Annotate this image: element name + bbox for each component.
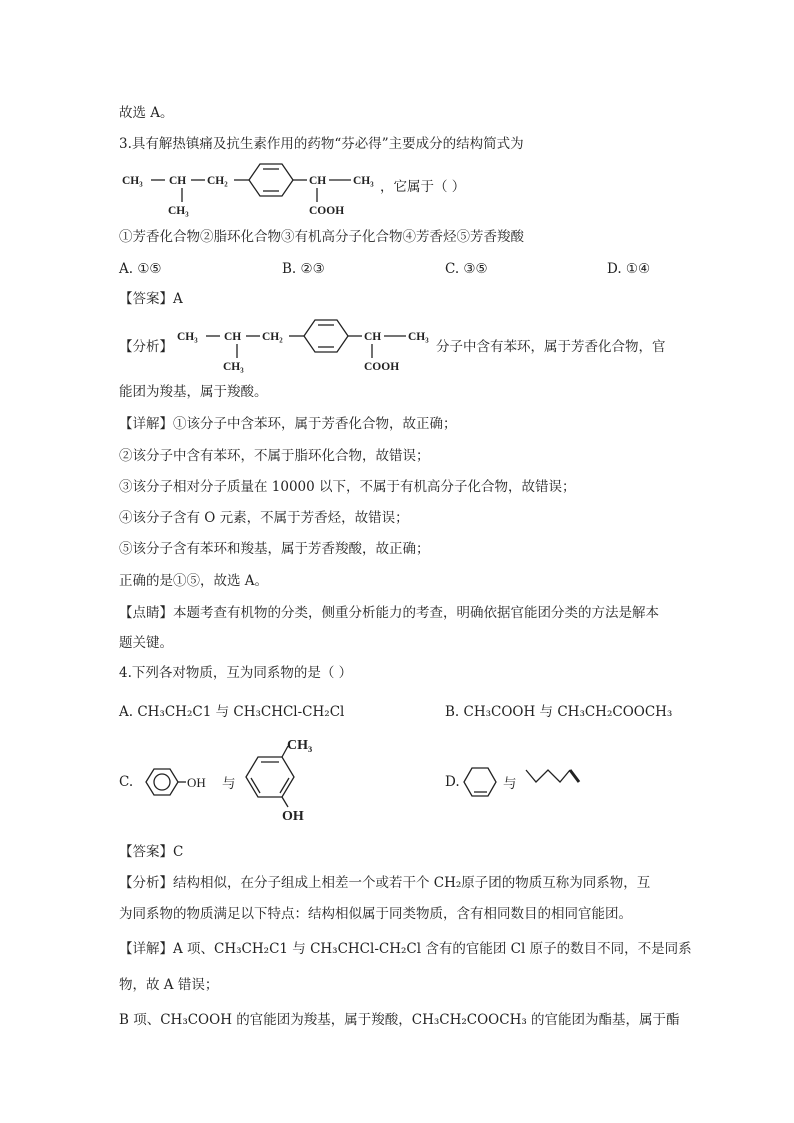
- struct-ch3-a: CH₃: [122, 175, 143, 187]
- text-line: 物，故 A 错误；: [119, 977, 219, 993]
- text-line: 【分析】结构相似，在分子组成上相差一个或若干个 CH₂原子团的物质互称为同系物，互: [119, 875, 651, 891]
- svg-text:CH₃: CH₃: [223, 361, 244, 373]
- option-b: B. ②③: [282, 261, 325, 277]
- with-text-d: 与: [503, 776, 517, 792]
- q4-option-b: B. CH₃COOH 与 CH₃CH₂COOCH₃: [445, 704, 673, 720]
- text-line: B 项、CH₃COOH 的官能团为羧基，属于羧酸，CH₃CH₂COOCH₃ 的官能团为酯基，属于酯: [119, 1012, 680, 1028]
- q4-option-d-label: D.: [445, 774, 460, 790]
- text-line: 分子中含有苯环，属于芳香化合物，官: [436, 339, 666, 355]
- hexene-structure: [524, 764, 584, 794]
- struct-ch-b: CH: [309, 175, 327, 187]
- struct-ch-a: CH: [169, 175, 187, 187]
- question-3-stem: 3.具有解热镇痛及抗生素作用的药物“芬必得”主要成分的结构简式为: [119, 136, 524, 152]
- q4-option-a: A. CH₃CH₂C1 与 CH₃CHCl-CH₂Cl: [119, 704, 345, 720]
- text-line: ④该分子含有 O 元素，不属于芳香烃，故错误；: [119, 510, 409, 526]
- cresol-structure: [238, 735, 328, 830]
- answer-4: 【答案】C: [119, 844, 184, 860]
- with-text: 与: [222, 776, 236, 792]
- text-line: ③该分子相对分子质量在 10000 以下，不属于有机高分子化合物，故错误；: [119, 479, 576, 495]
- svg-text:CH: CH: [364, 331, 382, 343]
- text-line: 【点睛】本题考查有机物的分类，侧重分析能力的考查，明确依据官能团分类的方法是解本: [119, 605, 659, 621]
- ibuprofen-structure-analysis: [174, 316, 444, 378]
- svg-text:CH: CH: [224, 331, 242, 343]
- svg-text:CH₃: CH₃: [408, 331, 429, 343]
- ibuprofen-structure: [119, 160, 389, 222]
- option-c: C. ③⑤: [445, 261, 488, 277]
- analysis-label: 【分析】: [119, 339, 173, 355]
- option-a: A. ①⑤: [119, 261, 162, 277]
- answer: 【答案】A: [119, 291, 183, 307]
- struct-cooh: COOH: [309, 205, 345, 217]
- text-line: ，它属于（ ）: [380, 179, 466, 195]
- text-line: ②该分子中含有苯环，不属于脂环化合物，故错误；: [119, 448, 430, 464]
- option-d: D. ①④: [607, 261, 651, 277]
- svg-text:CH₃: CH₃: [177, 331, 198, 343]
- text-line: ⑤该分子含有苯环和羧基，属于芳香羧酸，故正确；: [119, 541, 430, 557]
- cyclohexene-structure: [460, 762, 504, 802]
- text-line: 为同系物的物质满足以下特点：结构相似属于同类物质，含有相同数目的相同官能团。: [119, 906, 632, 922]
- text-line: 正确的是①⑤，故选 A。: [119, 573, 269, 589]
- text-line: 故选 A。: [119, 105, 174, 121]
- svg-text:OH: OH: [282, 809, 304, 824]
- text-line: 题关键。: [119, 635, 173, 651]
- svg-text:COOH: COOH: [364, 361, 400, 373]
- struct-ch3-b: CH₃: [168, 205, 189, 217]
- q4-option-c-label: C.: [119, 774, 134, 790]
- phenol-structure: [140, 762, 220, 802]
- svg-text:CH₂: CH₂: [262, 331, 283, 343]
- text-line: 能团为羧基，属于羧酸。: [119, 384, 268, 400]
- question-4-stem: 4.下列各对物质，互为同系物的是（ ）: [119, 665, 353, 681]
- struct-ch3-c: CH₃: [353, 175, 374, 187]
- text-line: 【详解】①该分子中含苯环，属于芳香化合物，故正确；: [119, 416, 457, 432]
- svg-text:OH: OH: [187, 775, 206, 790]
- text-line: ①芳香化合物②脂环化合物③有机高分子化合物④芳香烃⑤芳香羧酸: [119, 229, 524, 245]
- svg-text:CH₃: CH₃: [287, 738, 313, 753]
- struct-ch2: CH₂: [207, 175, 228, 187]
- text-line: 【详解】A 项、CH₃CH₂C1 与 CH₃CHCl-CH₂Cl 含有的官能团 Cl 原子的数目不同，不是同系: [119, 941, 692, 957]
